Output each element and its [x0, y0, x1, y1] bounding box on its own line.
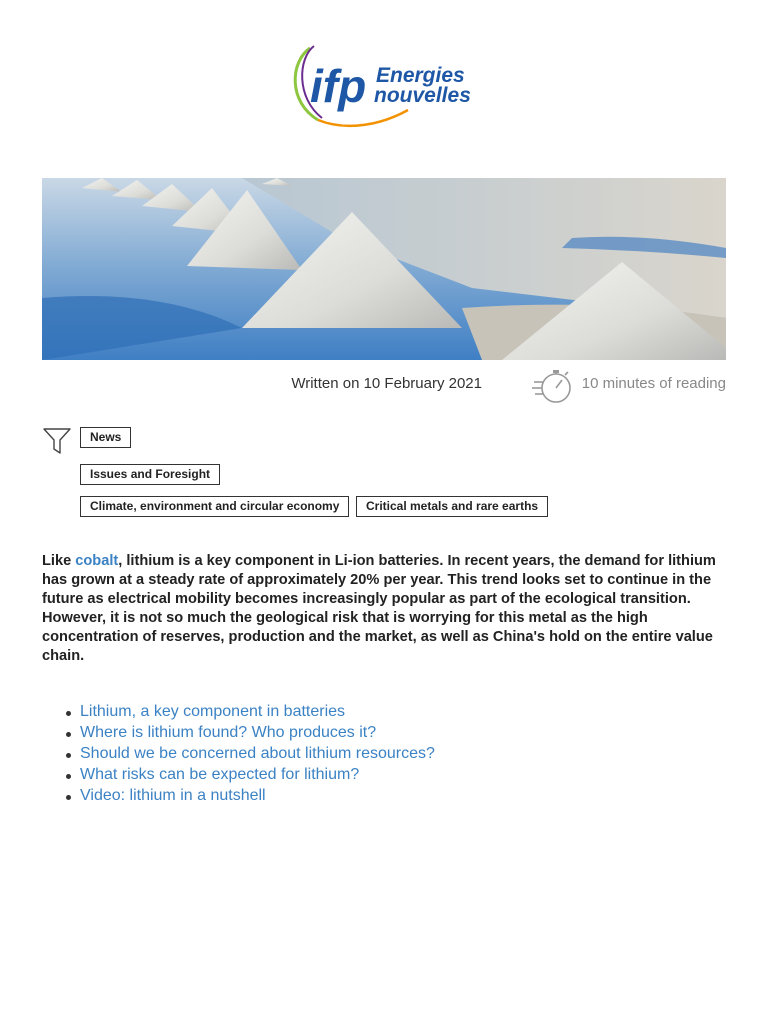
toc-item[interactable]: What risks can be expected for lithium?	[64, 764, 435, 785]
article-meta	[42, 366, 726, 410]
toc-item[interactable]: Where is lithium found? Who produces it?	[64, 722, 435, 743]
tag-climate-environment[interactable]: Climate, environment and circular economy	[80, 496, 349, 517]
intro-body: , lithium is a key component in Li-ion batteries. In recent years, the demand for lithium has grown at a steady rate of approximately 20% per year. This trend looks set to continue in the future as electrical mobility becomes increasingly popular as part of the ecological transition. However, it is not so much the geological risk that is worrying for this metal as the high concentration of reserves, production and the market, as well as China's hold on the entire value chain.	[42, 553, 716, 664]
logo-letters: ifp	[310, 60, 367, 112]
toc-item[interactable]: Video: lithium in a nutshell	[64, 785, 435, 806]
publish-date: Written on 10 February 2021	[291, 375, 482, 392]
stopwatch-icon	[532, 366, 574, 408]
hero-image	[42, 178, 726, 360]
filter-icon	[43, 428, 71, 454]
intro-prefix: Like	[42, 553, 76, 569]
logo-text-energies: Energies	[376, 64, 465, 87]
intro-paragraph	[42, 552, 730, 666]
reading-time: 10 minutes of reading	[581, 375, 726, 392]
table-of-contents	[64, 701, 435, 806]
toc-item[interactable]: Should we be concerned about lithium resources?	[64, 743, 435, 764]
cobalt-link[interactable]: cobalt	[75, 553, 119, 569]
tag-critical-metals[interactable]: Critical metals and rare earths	[356, 496, 548, 517]
ifpen-logo[interactable]	[288, 40, 480, 128]
tag-issues-and-foresight[interactable]: Issues and Foresight	[80, 464, 220, 485]
logo-text-nouvelles: nouvelles	[374, 84, 471, 107]
toc-item[interactable]: Lithium, a key component in batteries	[64, 701, 435, 722]
tag-news[interactable]: News	[80, 427, 131, 448]
